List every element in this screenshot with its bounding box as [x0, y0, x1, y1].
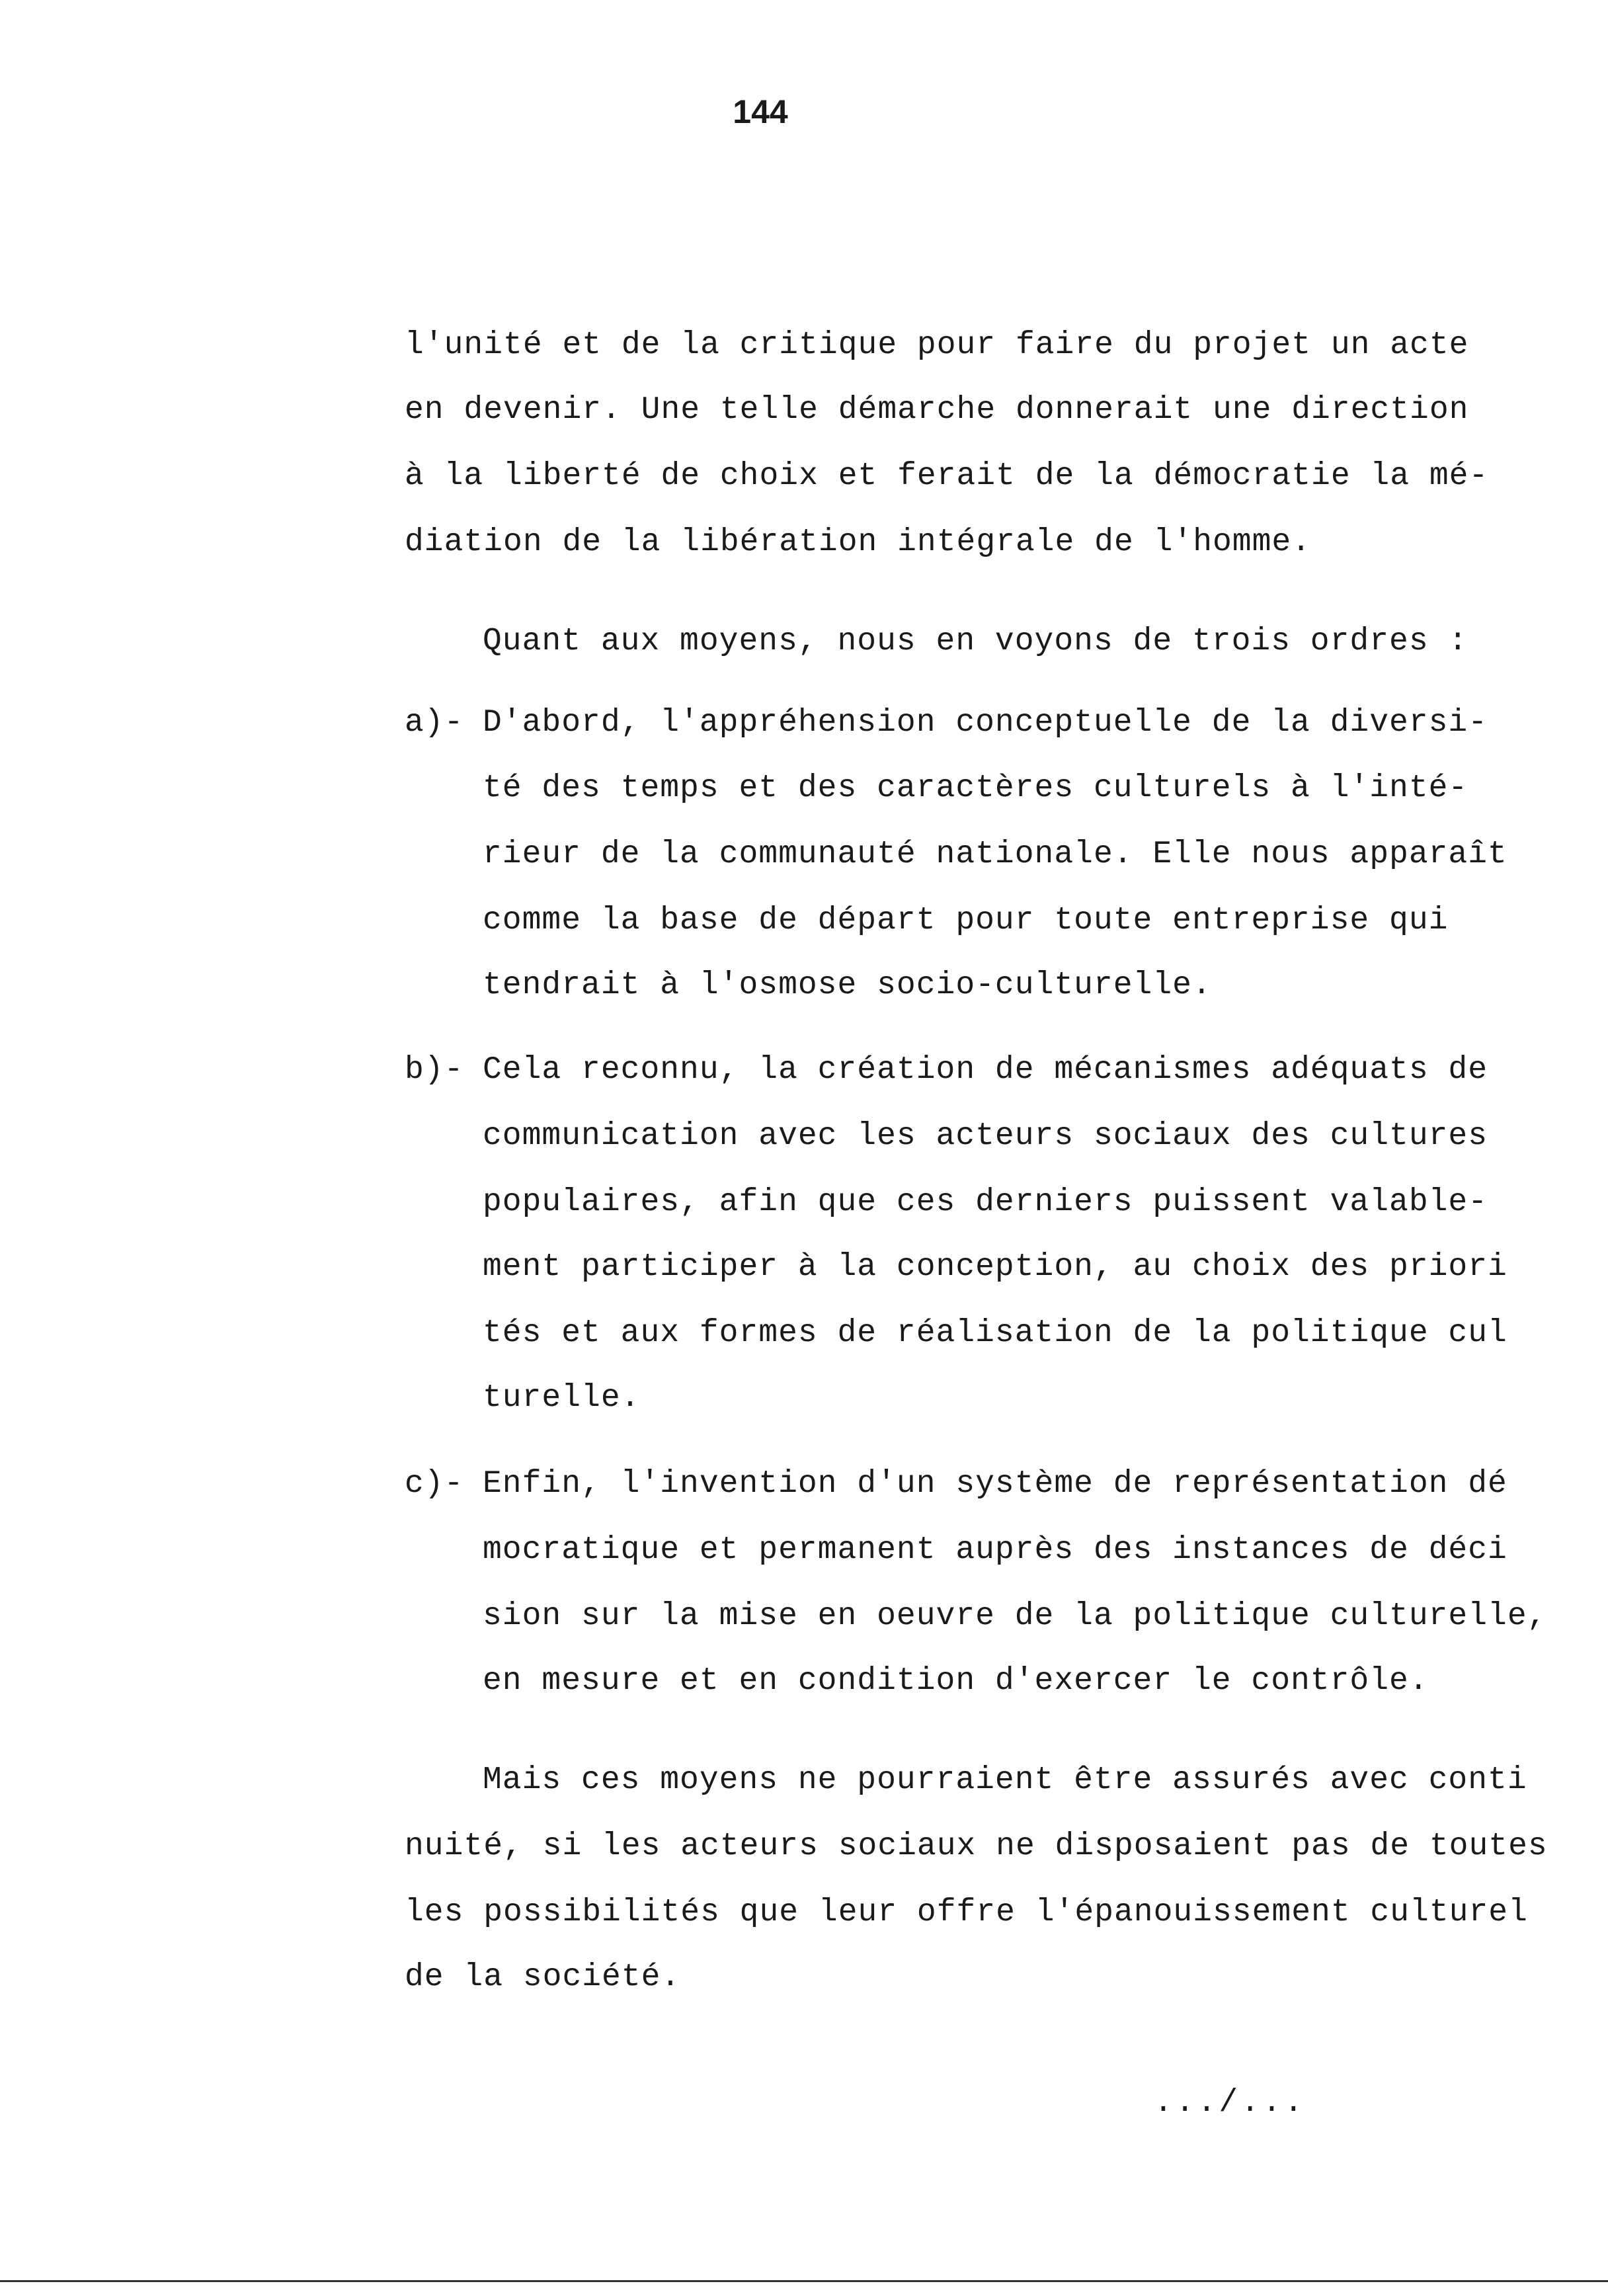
- item-b-line-1: Cela reconnu, la création de mécanismes adéquats de: [483, 1052, 1488, 1088]
- item-a-line-3: rieur de la communauté nationale. Elle nous apparaît: [483, 837, 1508, 872]
- para1-line-2: en devenir. Une telle démarche donnerait une direction: [405, 392, 1469, 428]
- item-b-line-3: populaires, afin que ces derniers puissent valable-: [483, 1184, 1488, 1220]
- item-a-label: a)-: [405, 705, 464, 741]
- item-a-line-4: comme la base de départ pour toute entreprise qui: [483, 903, 1449, 938]
- para3-line-4: de la société.: [405, 1959, 681, 1995]
- item-b-line-5: tés et aux formes de réalisation de la politique cul: [483, 1315, 1508, 1351]
- para3-line-3: les possibilités que leur offre l'épanouissement culturel: [405, 1895, 1528, 1930]
- item-c-label: c)-: [405, 1466, 464, 1502]
- item-b-line-4: ment participer à la conception, au choix des priori: [483, 1249, 1508, 1285]
- item-a-line-2: té des temps et des caractères culturels à l'inté-: [483, 770, 1468, 806]
- item-c-line-3: sion sur la mise en oeuvre de la politique culturelle,: [483, 1598, 1547, 1634]
- para3-line-2: nuité, si les acteurs sociaux ne disposaient pas de toutes: [405, 1828, 1548, 1864]
- para3-line-1: Mais ces moyens ne pourraient être assurés avec conti: [483, 1762, 1527, 1798]
- item-c-line-1: Enfin, l'invention d'un système de représentation dé: [483, 1466, 1508, 1502]
- item-b-line-6: turelle.: [483, 1380, 641, 1416]
- item-a-line-5: tendrait à l'osmose socio-culturelle.: [483, 967, 1212, 1003]
- item-c-line-2: mocratique et permanent auprès des instances de déci: [483, 1532, 1508, 1568]
- bottom-rule: [0, 2280, 1608, 2282]
- continuation-marker: .../...: [1154, 2085, 1306, 2121]
- para1-line-1: l'unité et de la critique pour faire du projet un acte: [405, 327, 1469, 363]
- para1-line-3: à la liberté de choix et ferait de la démocratie la mé-: [405, 458, 1489, 494]
- item-c-line-4: en mesure et en condition d'exercer le contrôle.: [483, 1663, 1429, 1699]
- para1-line-4: diation de la libération intégrale de l'homme.: [405, 524, 1312, 560]
- item-b-line-2: communication avec les acteurs sociaux des cultures: [483, 1118, 1488, 1154]
- para2-line: Quant aux moyens, nous en voyons de trois ordres :: [483, 624, 1468, 659]
- item-b-label: b)-: [405, 1052, 464, 1088]
- item-a-line-1: D'abord, l'appréhension conceptuelle de la diversi-: [483, 705, 1488, 741]
- page-number: 144: [733, 93, 788, 130]
